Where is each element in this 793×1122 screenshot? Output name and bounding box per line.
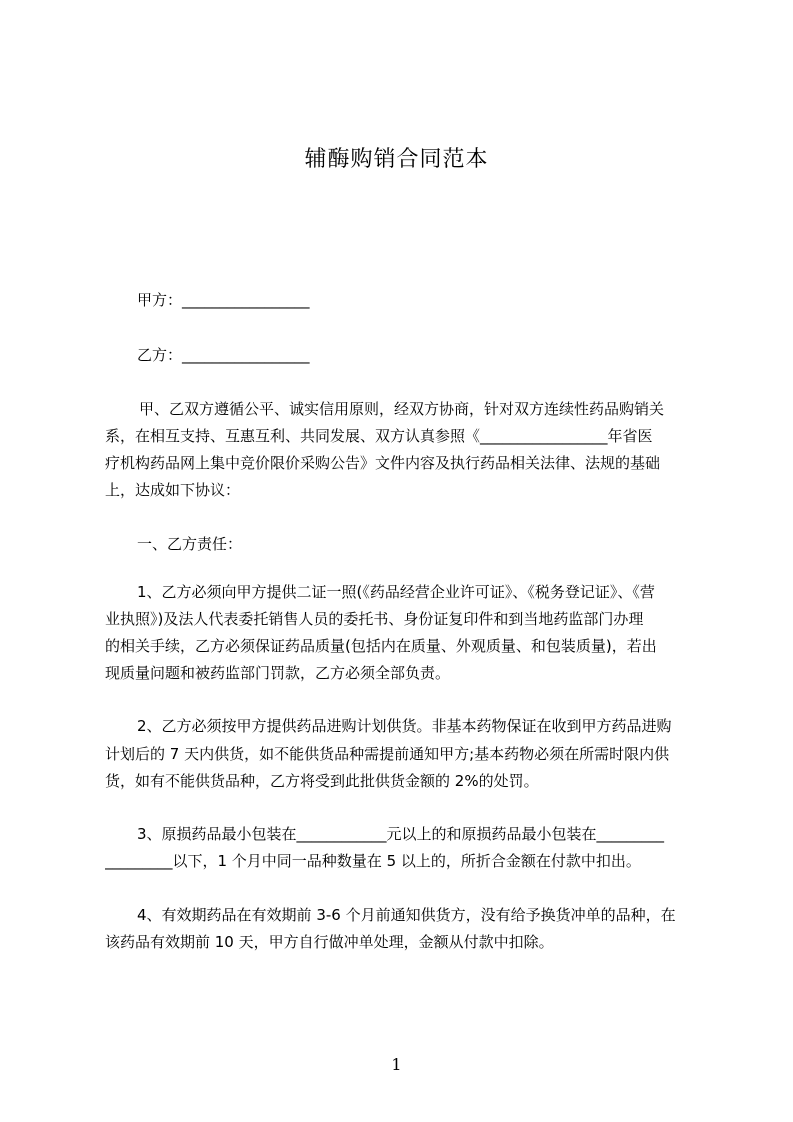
- paragraph-line: 2、乙方必须按甲方提供药品进购计划供货。非基本药物保证在收到甲方药品进购: [137, 717, 672, 735]
- paragraph-line: 上，达成如下协议：: [105, 481, 241, 499]
- party-b-line: 乙方：_________________: [137, 346, 310, 364]
- paragraph-line: 货，如有不能供货品种，乙方将受到此批供货金额的 2%的处罚。: [105, 772, 539, 790]
- party-a-line: 甲方：_________________: [137, 291, 310, 309]
- paragraph-line: 系，在相互支持、互惠互利、共同发展、双方认真参照《_________________年省医: [105, 427, 653, 445]
- paragraph-line: 现质量问题和被药监部门罚款，乙方必须全部负责。: [105, 664, 451, 682]
- section-heading: 一、乙方责任：: [137, 535, 243, 553]
- paragraph-line: 甲、乙双方遵循公平、诚实信用原则，经双方协商，针对双方连续性药品购销关: [139, 400, 665, 418]
- document-title: 辅酶购销合同范本: [304, 147, 489, 172]
- paragraph-line: 的相关手续，乙方必须保证药品质量(包括内在质量、外观质量、和包装质量)，若出: [105, 637, 657, 655]
- paragraph-line: 疗机构药品网上集中竞价限价采购公告》文件内容及执行药品相关法律、法规的基础: [105, 454, 661, 472]
- paragraph-line: 该药品有效期前 10 天，甲方自行做冲单处理，金额从付款中扣除。: [105, 933, 554, 951]
- paragraph-line: 4、有效期药品在有效期前 3-6 个月前通知供货方，没有给予换货冲单的品种，在: [137, 906, 676, 924]
- paragraph-line: 3、原损药品最小包装在____________元以上的和原损药品最小包装在_________: [137, 825, 665, 843]
- paragraph-line: 计划后的 7 天内供货，如不能供货品种需提前通知甲方;基本药物必须在所需时限内供: [105, 745, 670, 763]
- paragraph-line: 1、乙方必须向甲方提供二证一照(《药品经营企业许可证》、《税务登记证》、《营: [137, 583, 655, 601]
- paragraph-line: _________以下，1 个月中同一品种数量在 5 以上的，所折合金额在付款中扣出。: [105, 852, 641, 870]
- paragraph-line: 业执照》)及法人代表委托销售人员的委托书、身份证复印件和到当地药监部门办理: [105, 610, 644, 628]
- page-number: 1: [391, 1055, 402, 1074]
